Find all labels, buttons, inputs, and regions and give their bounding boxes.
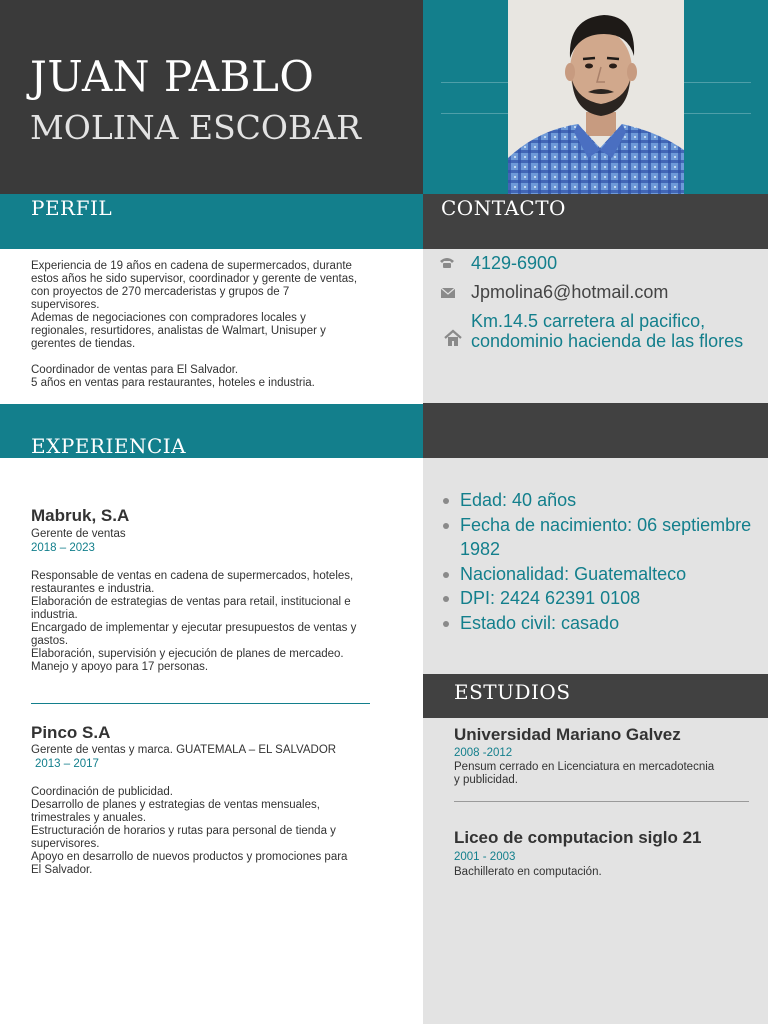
perfil-line: Ademas de negociaciones con compradores locales y	[31, 312, 306, 324]
school-dates: 2001 - 2003	[454, 851, 516, 863]
school-line: y publicidad.	[454, 774, 518, 786]
job-line: Manejo y apoyo para 17 personas.	[31, 661, 209, 673]
job-description	[31, 570, 371, 674]
phone-number[interactable]: 4129-6900	[471, 253, 558, 273]
home-icon	[443, 328, 463, 353]
perfil-line: con proyectos de 270 mercaderistas y grupos de 7	[31, 286, 290, 298]
school-description	[454, 866, 734, 879]
experiencia-title: EXPERIENCIA	[31, 434, 187, 458]
job-role: Gerente de ventas	[31, 528, 126, 540]
job-line: Encargado de implementar y ejecutar presupuestos de ventas y	[31, 622, 357, 634]
perfil-line: Coordinador de ventas para El Salvador.	[31, 364, 239, 376]
name-first: JUAN PABLO	[30, 52, 315, 101]
experiencia-bar-right	[423, 403, 768, 458]
right-column-background	[423, 249, 768, 1024]
perfil-section-bar	[0, 194, 423, 249]
perfil-line: supervisores.	[31, 299, 100, 311]
perfil-line: 5 años en ventas para restaurantes, hoteles e industria.	[31, 377, 315, 389]
perfil-line: Experiencia de 19 años en cadena de supermercados, durante	[31, 260, 352, 272]
job-role: Gerente de ventas y marca. GUATEMALA – EL SALVADOR	[31, 744, 337, 756]
school-dates: 2008 -2012	[454, 747, 513, 759]
job-line: industria.	[31, 609, 78, 621]
personal-info-item: Edad: 40 años	[442, 488, 752, 513]
personal-info-item: Fecha de nacimiento: 06 septiembre 1982	[442, 513, 752, 562]
job-line: Apoyo en desarrollo de nuevos productos y promociones para	[31, 851, 348, 863]
perfil-title: PERFIL	[31, 196, 113, 220]
name-last: MOLINA ESCOBAR	[30, 108, 361, 147]
school-line: Pensum cerrado en Licenciatura en mercadotecnia	[454, 761, 715, 773]
profile-photo-image	[508, 0, 684, 194]
address-line-1: Km.14.5 carretera al pacifico,	[471, 311, 706, 331]
job-line: Desarrollo de planes y estrategias de ventas mensuales,	[31, 799, 320, 811]
contacto-section-bar	[423, 194, 768, 249]
perfil-text	[31, 260, 401, 390]
envelope-icon	[440, 286, 456, 304]
perfil-line: regionales, resurtidores, analistas de Walmart, Unisuper y	[31, 325, 326, 337]
job-line: restaurantes e industria.	[31, 583, 155, 595]
school-description	[454, 761, 734, 787]
job-description	[31, 786, 371, 877]
estudios-section-bar	[423, 674, 768, 718]
job-line: Coordinación de publicidad.	[31, 786, 173, 798]
address-line-2: condominio hacienda de las flores	[471, 331, 744, 351]
job-line: Estructuración de horarios y rutas para personal de tienda y	[31, 825, 336, 837]
profile-photo	[508, 0, 684, 194]
school-line: Bachillerato en computación.	[454, 866, 602, 878]
school-name: Universidad Mariano Galvez	[454, 725, 681, 744]
job-line: Responsable de ventas en cadena de supermercados, hoteles,	[31, 570, 354, 582]
job-dates: 2018 – 2023	[31, 542, 95, 554]
personal-info-item: Estado civil: casado	[442, 611, 752, 636]
job-dates: 2013 – 2017	[35, 758, 99, 770]
estudios-title: ESTUDIOS	[454, 680, 571, 704]
job-divider	[31, 703, 370, 704]
address	[471, 311, 761, 351]
job-line: supervisores.	[31, 838, 100, 850]
job-line: trimestrales y anuales.	[31, 812, 147, 824]
personal-info-list	[442, 488, 752, 635]
personal-info-item: Nacionalidad: Guatemalteco	[442, 562, 752, 587]
job-company: Mabruk, S.A	[31, 506, 130, 525]
contacto-title: CONTACTO	[441, 196, 566, 220]
perfil-line: gerentes de tiendas.	[31, 338, 136, 350]
job-line: El Salvador.	[31, 864, 93, 876]
perfil-line: estos años he sido supervisor, coordinador y gerente de ventas,	[31, 273, 358, 285]
job-company: Pinco S.A	[31, 723, 111, 742]
perfil-spacer	[31, 351, 401, 364]
job-line: Elaboración de estrategias de ventas para retail, institucional e	[31, 596, 351, 608]
experiencia-section-bar	[0, 404, 423, 458]
school-name: Liceo de computacion siglo 21	[454, 828, 702, 847]
personal-info-item: DPI: 2424 62391 0108	[442, 586, 752, 611]
job-line: gastos.	[31, 635, 69, 647]
education-divider	[454, 801, 749, 802]
phone-icon	[438, 254, 456, 277]
email-address[interactable]: Jpmolina6@hotmail.com	[471, 282, 669, 302]
job-line: Elaboración, supervisión y ejecución de planes de mercadeo.	[31, 648, 344, 660]
